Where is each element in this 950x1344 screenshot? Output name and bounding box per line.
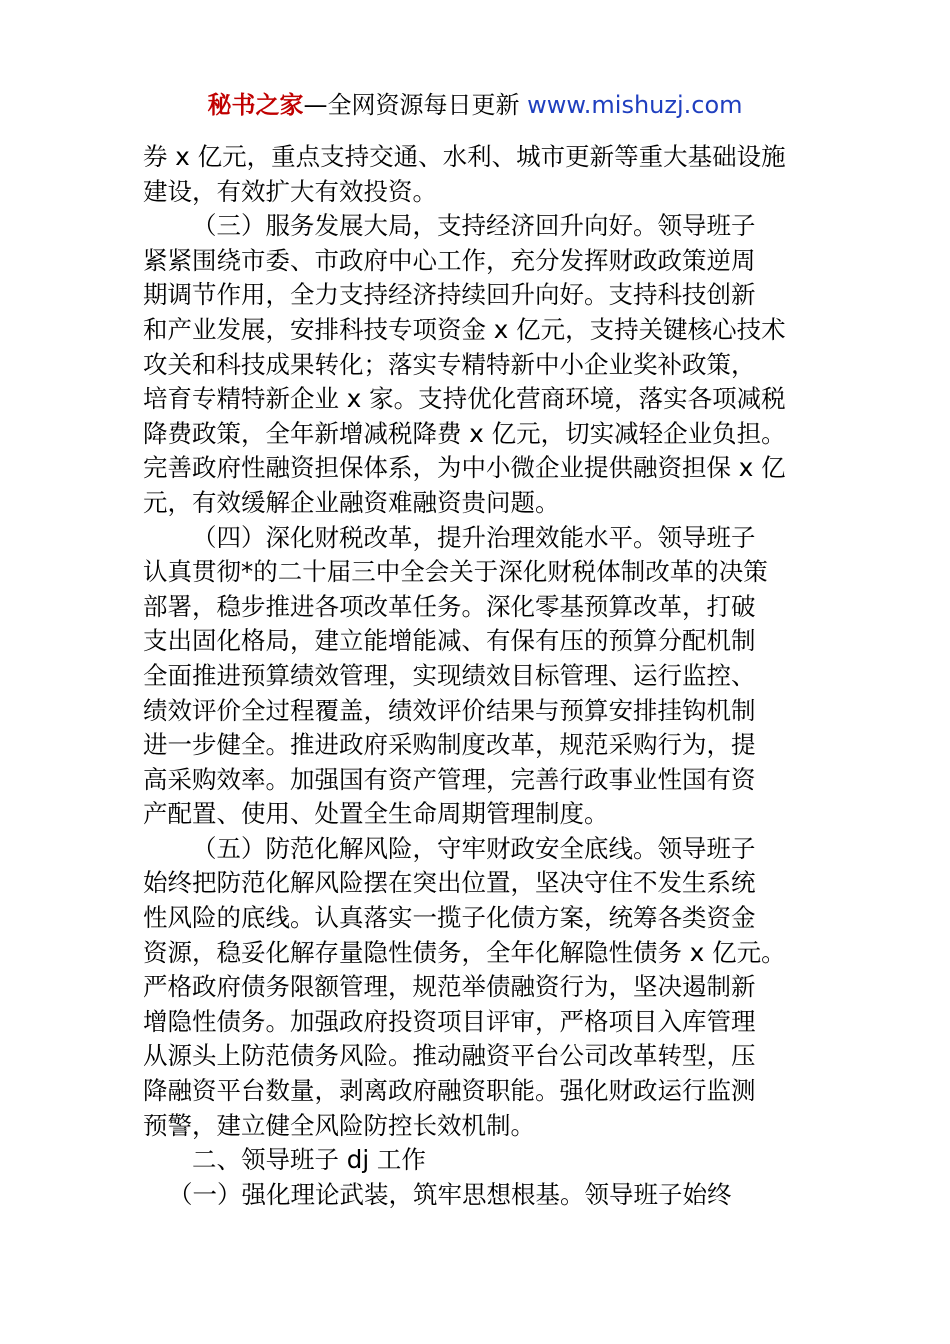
text-line: 预警，建立健全风险防控长效机制。 (143, 1110, 535, 1140)
brand-name: 秘书之家 (207, 91, 304, 119)
chapter-heading-line: 二、领导班子 dj 工作 (192, 1145, 426, 1175)
text-line: 严格政府债务限额管理，规范举债融资行为，坚决遏制新 (143, 972, 756, 1002)
text-line: 增隐性债务。加强政府投资项目评审，严格项目入库管理 (143, 1006, 756, 1036)
section-heading-line: （三）服务发展大局，支持经济回升向好。领导班子 (192, 211, 756, 241)
text-line: 性风险的底线。认真落实一揽子化债方案，统筹各类资金 (143, 903, 756, 933)
document-body (143, 140, 813, 1212)
text-line: 元，有效缓解企业融资难融资贵问题。 (143, 487, 560, 517)
text-line: 绩效评价全过程覆盖，绩效评价结果与预算安排挂钩机制 (143, 695, 756, 725)
text-line: 全面推进预算绩效管理，实现绩效目标管理、运行监控、 (143, 660, 756, 690)
text-line: 进一步健全。推进政府采购制度改革，规范采购行为，提 (143, 730, 756, 760)
text-line: 产配置、使用、处置全生命周期管理制度。 (143, 799, 609, 829)
text-line: 高采购效率。加强国有资产管理，完善行政事业性国有资 (143, 764, 756, 794)
text-line: 降融资平台数量，剥离政府融资职能。强化财政运行监测 (143, 1076, 756, 1106)
text-line: 资源，稳妥化解存量隐性债务，全年化解隐性债务 x 亿元。 (143, 937, 786, 967)
text-line: 期调节作用，全力支持经济持续回升向好。支持科技创新 (143, 280, 756, 310)
text-line: 支出固化格局，建立能增能减、有保有压的预算分配机制 (143, 626, 756, 656)
section-heading-line: （四）深化财税改革，提升治理效能水平。领导班子 (192, 522, 756, 552)
text-line: 部署，稳步推进各项改革任务。深化零基预算改革，打破 (143, 591, 756, 621)
site-url-link[interactable]: www.mishuzj.com (527, 91, 743, 119)
text-line: 攻关和科技成果转化；落实专精特新中小企业奖补政策， (143, 349, 756, 379)
header-tagline: —全网资源每日更新 (303, 91, 528, 119)
text-line: 始终把防范化解风险摆在突出位置，坚决守住不发生系统 (143, 868, 756, 898)
site-header (0, 88, 950, 122)
text-line: 建设，有效扩大有效投资。 (143, 176, 437, 206)
text-line: 完善政府性融资担保体系，为中小微企业提供融资担保 x 亿 (143, 453, 786, 483)
text-line: 券 x 亿元，重点支持交通、水利、城市更新等重大基础设施 (143, 142, 786, 171)
text-line: 培育专精特新企业 x 家。支持优化营商环境，落实各项减税 (143, 384, 786, 414)
section-heading-line: （五）防范化解风险，守牢财政安全底线。领导班子 (192, 833, 756, 863)
text-line: 和产业发展，安排科技专项资金 x 亿元，支持关键核心技术 (143, 314, 786, 344)
text-line: 认真贯彻*的二十届三中全会关于深化财税体制改革的决策 (143, 557, 768, 587)
text-line: 紧紧围绕市委、市政府中心工作，充分发挥财政政策逆周 (143, 245, 756, 275)
text-line: 降费政策，全年新增减税降费 x 亿元，切实减轻企业负担。 (143, 418, 786, 448)
section-heading-line: （一）强化理论武装，筑牢思想根基。领导班子始终 (168, 1179, 732, 1209)
text-line: 从源头上防范债务风险。推动融资平台公司改革转型，压 (143, 1041, 756, 1071)
